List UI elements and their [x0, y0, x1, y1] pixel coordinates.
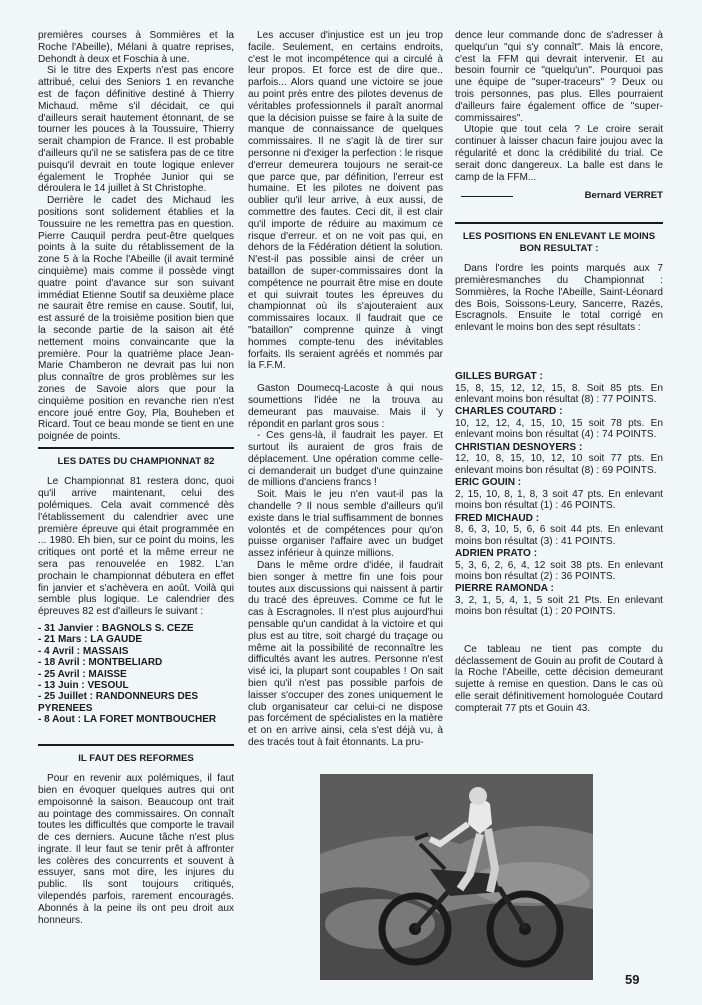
paragraph-prudence: dence leur commande donc de s'adresser à quelqu'un "qui s'y connaît". Mais là encore, c'est la FFM qui devrait intervenir. Et au besoin fournir ce "quelqu'un". Pourquoi pas une équipe de "super-traceurs" ? Deux ou trois personnes, pas plus. Elles pourraient d'ailleurs faire également office de "super-commissaires". — [455, 30, 663, 124]
rider-entry: CHARLES COUTARD : 10, 12, 12, 4, 15, 10, 15 soit 78 pts. En enlevant moins bon résultat (4) : 74 POINTS. — [455, 406, 663, 441]
calendar-item: - 8 Aout : LA FORET MONTBOUCHER — [38, 714, 217, 726]
paragraph-note: Ce tableau ne tient pas compte du déclassement de Gouin au profit de Coutard à la Roche l'Abeille, cette décision demeurant sujette à remise en question. Dans le cas où elle serait définitivement homologuée Coutard compterait 77 pts et Gouin 43. — [455, 643, 663, 714]
author-name: Bernard VERRET — [584, 190, 663, 202]
section-rule — [455, 222, 663, 224]
paragraph-trace: Dans le même ordre d'idée, il faudrait bien songer à mettre fin une fois pour toutes aux discussions qui naissent à partir du tracé des épreuves. Comme ce fut le cas à Escragnoles. Il n'est plus aujourd'hui pensable qu'un candidat à la victoire et qui plus est au titre, soit chargé du traçage ou même ait la possibilité de reconnaître les difficultés avant les autres. Personne n'est visé ici, la plupart sont coupables ! On sait bien qu'il n'est pas possible parfois de laisser s'occuper des zones uniquement le club organisateur car celui-ci ne dispose pas forcément de spécialistes en la matière et on en arrive ainsi, cela s'est déjà vu, à des tracés tout à fait étonnants. La pru- — [248, 560, 443, 749]
paragraph-reformes: Pour en revenir aux polémiques, il faut bien en évoquer quelques autres qui ont empoisonné la saison. Beaucoup ont trait au pointage des commissaires. On connaît toutes les difficultés que comporte le travail de ces derniers. Aucune tâche n'est plus ingrate. Il leur faut se tenir prêt à affronter les colères des concurrents et souvent à essuyer, sans mot dire, les injures du public. Ils sont toujours critiqués, vilependés parfois, rarement encouragés. Abonnés à la peine ils ont peu droit aux honneurs. — [38, 773, 234, 926]
paragraph-cadet: Derrière le cadet des Michaud les positions sont solidement établies et la Toussuire ne les remettra pas en question. Pierre Cauquil perdra peut-être quelques points à la suite du rétablissement de la zone 5 à la Roche l'Abeille (il avait terminé cinquième) mais comme il possède vingt quatre point d'avance sur son suivant immédiat Etienne Soutif sa deuxième place ne saurait être remise en cause. Soutif, lui, est assuré de la troisième position bien que la seconde partie de la saison ait été nettement moins convaincante que la première. Pour la quatrième place Jean-Marie Chamberon ne devrait pas lui non plus connaître de gros problèmes sur les zones de Savoie alors que pour la cinquième position en revanche rien n'est encore joué entre Goy, Pla, Bouheben et Ricard. Tout ce beau monde se tient en une poignée de points. — [38, 195, 234, 443]
paragraph-utopie: Utopie que tout cela ? Le croire serait continuer à laisser chacun faire joujou avec la régularité et donc la crédibilité du trial. Ce serait donc dangereux. La balle est dans le camp de la FFM... — [455, 124, 663, 183]
calendar-list — [38, 623, 234, 726]
paragraph-chandelle: Soit. Mais le jeu n'en vaut-il pas la chandelle ? Il nous semble d'ailleurs qu'il existe dans le trial suffisamment de bonnes volontés et de compétences pour qu'on puisse organiser l'affaire avec un budget assez inférieur à quinze millions. — [248, 489, 443, 560]
calendar-item: - 18 Avril : MONTBELIARD — [38, 657, 163, 669]
rider-entry: ERIC GOUIN : 2, 15, 10, 8, 1, 8, 3 soit 47 pts. En enlevant moins bon résultat (1) : 46 POINTS. — [455, 477, 663, 512]
column-right — [455, 30, 663, 715]
paragraph-dates: Le Championnat 81 restera donc, quoi qu'il arrive maintenant, celui des polémiques. Cela avait commencé dès l'établissement du calendrier avec une première épreuve qui était programmée en ... 1980. Eh bien, sur ce point du moins, les critiques ont porté et la même erreur ne sera pas renouvelée en 1982. L'an prochain le championnat débutera en effet fin janvier et s'achèvera en août. Voilà qui semble plus logique. Le calendrier des épreuves 82 est d'ailleurs le suivant : — [38, 476, 234, 618]
rider-entry: GILLES BURGAT : 15, 8, 15, 12, 12, 15, 8. Soit 85 pts. En enlevant moins bon résultat (8) : 77 POINTS. — [455, 370, 663, 405]
section-rule — [38, 447, 234, 449]
signature-rule — [461, 196, 513, 197]
page-number: 59 — [625, 972, 640, 987]
rider-entry: ADRIEN PRATO : 5, 3, 6, 2, 6, 4, 12 soit 38 pts. En enlevant moins bon résultat (2) : 36 POINTS. — [455, 547, 663, 582]
section-rule — [38, 744, 234, 746]
calendar-item: - 31 Janvier : BAGNOLS S. CEZE — [38, 622, 194, 634]
calendar-item: - 25 Avril : MAISSE — [38, 668, 127, 680]
rider-entry: CHRISTIAN DESNOYERS : 12, 10, 8, 15, 10, 12, 10 soit 77 pts. En enlevant moins bon résultat (8) : 69 POINTS. — [455, 441, 663, 476]
heading-reformes: IL FAUT DES REFORMES — [78, 752, 194, 764]
column-left — [38, 30, 234, 926]
calendar-item: - 25 Juillet : RANDONNEURS DES PYRENEES — [38, 691, 199, 714]
calendar-item: - 13 Juin : VESOUL — [38, 679, 129, 691]
paragraph-seniors: Si le titre des Experts n'est pas encore attribué, celui des Seniors 1 en revanche est de façon définitive destiné à Thierry Michaud. même s'il décidait, ce qui d'ailleurs serait hautement étonnant, de se tourner les pouces à la Toussuire, Thierry serait champion de France. Il est probable d'ailleurs qu'il ne se satisfera pas de ce titre puisqu'il devrait en toute logique enlever également le Trophée Junior qui se déroulera le 14 juillet à St Christophe. — [38, 65, 234, 195]
column-middle — [248, 30, 443, 749]
heading-dates: LES DATES DU CHAMPIONNAT 82 — [57, 455, 215, 467]
heading-positions: LES POSITIONS EN ENLEVANT LE MOINS BON RESULTAT : — [462, 231, 656, 254]
calendar-item: - 4 Avril : MASSAIS — [38, 645, 129, 657]
rider-entry: PIERRE RAMONDA : 3, 2, 1, 5, 4, 1, 5 soit 21 Pts. En enlevant moins bon résultat (1) : 20 POINTS. — [455, 583, 663, 618]
author-signature — [455, 190, 663, 202]
paragraph-doumecq: Gaston Doumecq-Lacoste à qui nous soumettions l'idée ne la trouva au demeurant pas mauvaise. Mais il 'y répondit en parlant gros sous : — [248, 383, 443, 430]
calendar-item: - 21 Mars : LA GAUDE — [38, 634, 143, 646]
paragraph-commissaires: Les accuser d'injustice est un jeu trop facile. Seulement, en certains endroits, c'est le mot incompétence qui a circulé à leur propos. Et force est de dire que.. parfois... Alors quand une victoire se joue au point près entre des pilotes devenus de véritables professionnels il paraît anormal que la décision puisse se faire à la suite de manque de connaissance de quelques commissaires. Il ne s'agit là de tirer sur personne ni d'exiger la perfection : le risque d'erreur demeurera toujours ne serait-ce que parce que, par définition, l'erreur est humaine. Et les pilotes ne doivent pas oublier qu'il leur arrive, à eux aussi, de commettre des fautes. Ceci dit, il est clair qu'il importe de réduire au maximum ce risque d'erreur. et on ne voit pas qui, en dehors de la Fédération détient la solution. N'est-il pas possible ainsi de créer un bataillon de super-commissaires dont la compétence ne pourrait être mise en doute et qui suivrait toutes les épreuves du championnat où ils s'ajouteraient aux commissaires locaux. Il faudrait que ce "bataillon" comprenne quinze à vingt hommes compte-tenu des inévitables forfaits. Ils seraient agréés et nommés par la F.F.M. — [248, 30, 443, 372]
paragraph-quote: - Ces gens-là, il faudrait les payer. Et surtout ils auraient de gros frais de déplacement. Une opération comme celle-ci demanderait un budget d'une quinzaine de millions d'anciens francs ! — [248, 430, 443, 489]
paragraph-intro: premières courses à Sommières et la Roche l'Abeille), Mélani à quatre reprises, Dehondt à deux et Foschia à une. — [38, 30, 234, 65]
rider-entry: FRED MICHAUD : 8, 6, 3, 10, 5, 6, 6 soit 44 pts. En enlevant moins bon résultat (3) : 41 POINTS. — [455, 512, 663, 547]
trial-rider-photo — [320, 774, 593, 980]
paragraph-positions: Dans l'ordre les points marqués aux 7 premièresmanches du Championnat : Sommières, la Roche l'Abeille, Saint-Léonard des Bois, Soissons-Leury, Sancerre, Razés, Escragnols. Ensuite le total corrigé en enlevant le moins bon des sept résultats : — [455, 263, 663, 334]
